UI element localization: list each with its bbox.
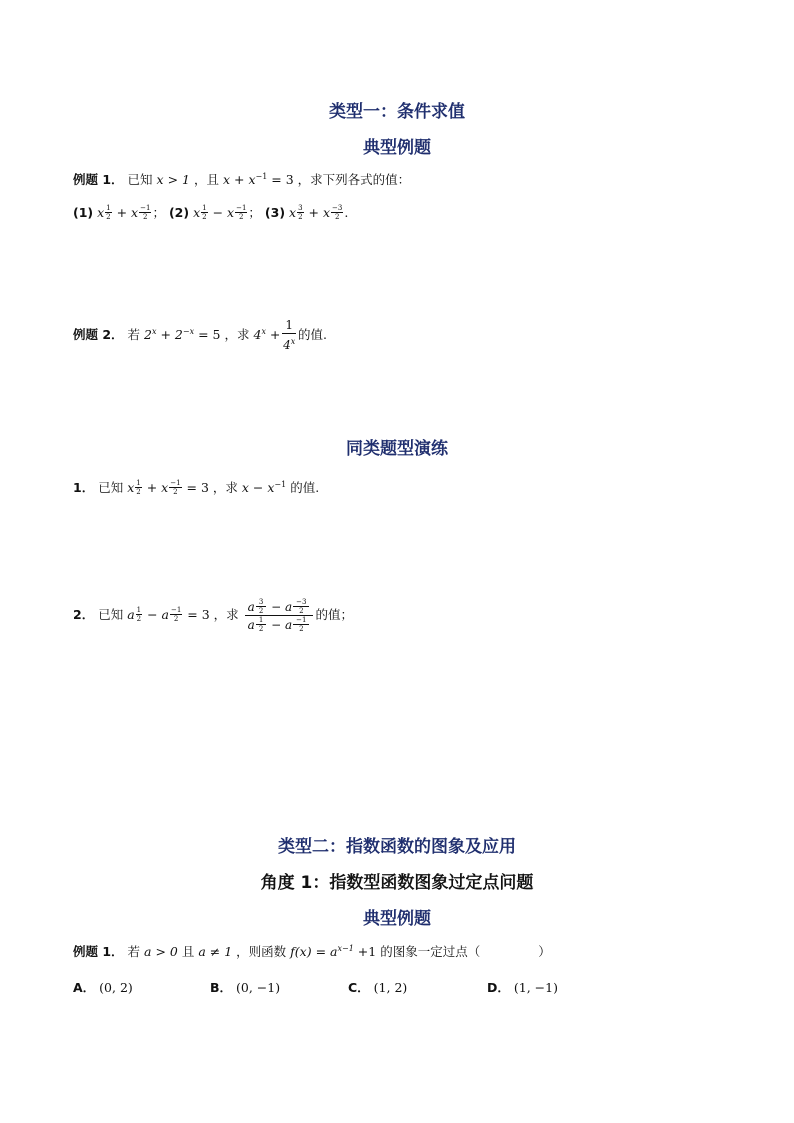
example1-text: ） bbox=[538, 944, 551, 959]
practice2-text: ，求 bbox=[213, 607, 239, 622]
practice1-label: 1． bbox=[73, 480, 95, 495]
example1-text: 的图象一定过点（ bbox=[380, 944, 481, 959]
example2-label: 例题 2． bbox=[73, 327, 124, 342]
section2-example-heading: 典型例题 bbox=[363, 909, 431, 929]
example1-condition: x > 1 bbox=[156, 172, 190, 187]
practice1-text: 已知 bbox=[98, 480, 124, 495]
example1-subquestions bbox=[73, 203, 348, 221]
example2-text: ，求 bbox=[224, 327, 250, 342]
option-label: A． bbox=[73, 980, 96, 995]
equation-rhs: = 3 bbox=[183, 607, 210, 622]
example1-label: 例题 1． bbox=[73, 944, 124, 959]
math-expression: x $\frac{1}{2}$ + x $\frac{-1}{2}$ bbox=[127, 479, 181, 496]
example1-condition: a > 0 bbox=[144, 944, 178, 959]
example2-text: 的值. bbox=[298, 327, 328, 342]
exponent: −1 bbox=[255, 171, 268, 181]
practice2-text: 的值； bbox=[315, 607, 353, 622]
fraction-expression: a $\frac{3}{2}$ − a $\frac{-3}{2}$ a $\frac{1}{2}$ − a $\frac{-1}{2}$ bbox=[245, 598, 314, 633]
example1-text: ，且 bbox=[193, 172, 219, 187]
example1-problem bbox=[73, 170, 410, 188]
section2-title: 类型二：指数函数的图象及应用 bbox=[278, 837, 516, 857]
equation-rhs: = 3 bbox=[182, 480, 209, 495]
subquestion-label: (1) bbox=[73, 205, 94, 220]
subquestion-label: (2) bbox=[168, 205, 190, 220]
section2-example1-problem bbox=[73, 942, 551, 960]
period: . bbox=[344, 205, 349, 220]
example1-equation: x + x bbox=[222, 172, 256, 187]
math-expression: x $\frac{3}{2}$ + x $\frac{-3}{2}$ bbox=[289, 204, 343, 221]
function-tail: +1 bbox=[353, 944, 377, 959]
math-expression: $4^x$ + $\frac{1}{4^x}$ bbox=[253, 318, 296, 352]
option-value: (1, 2) bbox=[373, 980, 408, 995]
exponent: −1 bbox=[274, 479, 287, 489]
example1-text: ，求下列各式的值： bbox=[297, 172, 411, 187]
example2-problem bbox=[73, 318, 327, 353]
option-label: B． bbox=[210, 980, 233, 995]
section1-title: 类型一：条件求值 bbox=[329, 102, 465, 122]
equation-rhs: = 3 bbox=[267, 172, 294, 187]
math-expression: x − x bbox=[241, 480, 275, 495]
example1-label: 例题 1． bbox=[73, 172, 124, 187]
option-value: (1, −1) bbox=[513, 980, 558, 995]
example1-text: 且 bbox=[181, 944, 195, 959]
example1-text: 已知 bbox=[127, 172, 153, 187]
option-label: D． bbox=[487, 980, 510, 995]
practice1-text: 的值. bbox=[290, 480, 320, 495]
math-expression: x $\frac{1}{2}$ + x $\frac{-1}{2}$ bbox=[97, 204, 151, 221]
option-label: C． bbox=[348, 980, 370, 995]
section2-angle-heading: 角度 1：指数型函数图象过定点问题 bbox=[260, 873, 534, 893]
subquestion-label: (3) bbox=[264, 205, 286, 220]
math-expression: x $\frac{1}{2}$ − x $\frac{-1}{2}$ bbox=[193, 204, 247, 221]
option-value: (0, −1) bbox=[236, 980, 281, 995]
practice-heading: 同类题型演练 bbox=[346, 439, 448, 459]
option-b[interactable] bbox=[210, 978, 280, 996]
practice2-text: 已知 bbox=[98, 607, 124, 622]
example1-text: 若 bbox=[127, 944, 141, 959]
math-expression: $2^x + 2^{-x} = 5$ bbox=[144, 326, 221, 342]
example1-condition: a ≠ 1 bbox=[198, 944, 233, 959]
separator: ； bbox=[152, 205, 165, 220]
practice1-problem bbox=[73, 478, 319, 496]
practice1-text: ，求 bbox=[212, 480, 238, 495]
practice2-label: 2． bbox=[73, 607, 95, 622]
function-expression: f(x) = a bbox=[290, 944, 338, 959]
option-d[interactable] bbox=[487, 978, 558, 996]
separator: ； bbox=[248, 205, 261, 220]
option-value: (0, 2) bbox=[99, 980, 133, 995]
math-expression: a $\frac{1}{2}$ − a $\frac{-1}{2}$ bbox=[127, 606, 182, 623]
example2-text: 若 bbox=[127, 327, 141, 342]
option-c[interactable] bbox=[348, 978, 407, 996]
option-a[interactable] bbox=[73, 978, 133, 996]
exponent: x−1 bbox=[337, 943, 354, 953]
example1-text: ，则函数 bbox=[236, 944, 287, 959]
section1-example-heading: 典型例题 bbox=[363, 138, 431, 158]
practice2-problem bbox=[73, 598, 353, 633]
